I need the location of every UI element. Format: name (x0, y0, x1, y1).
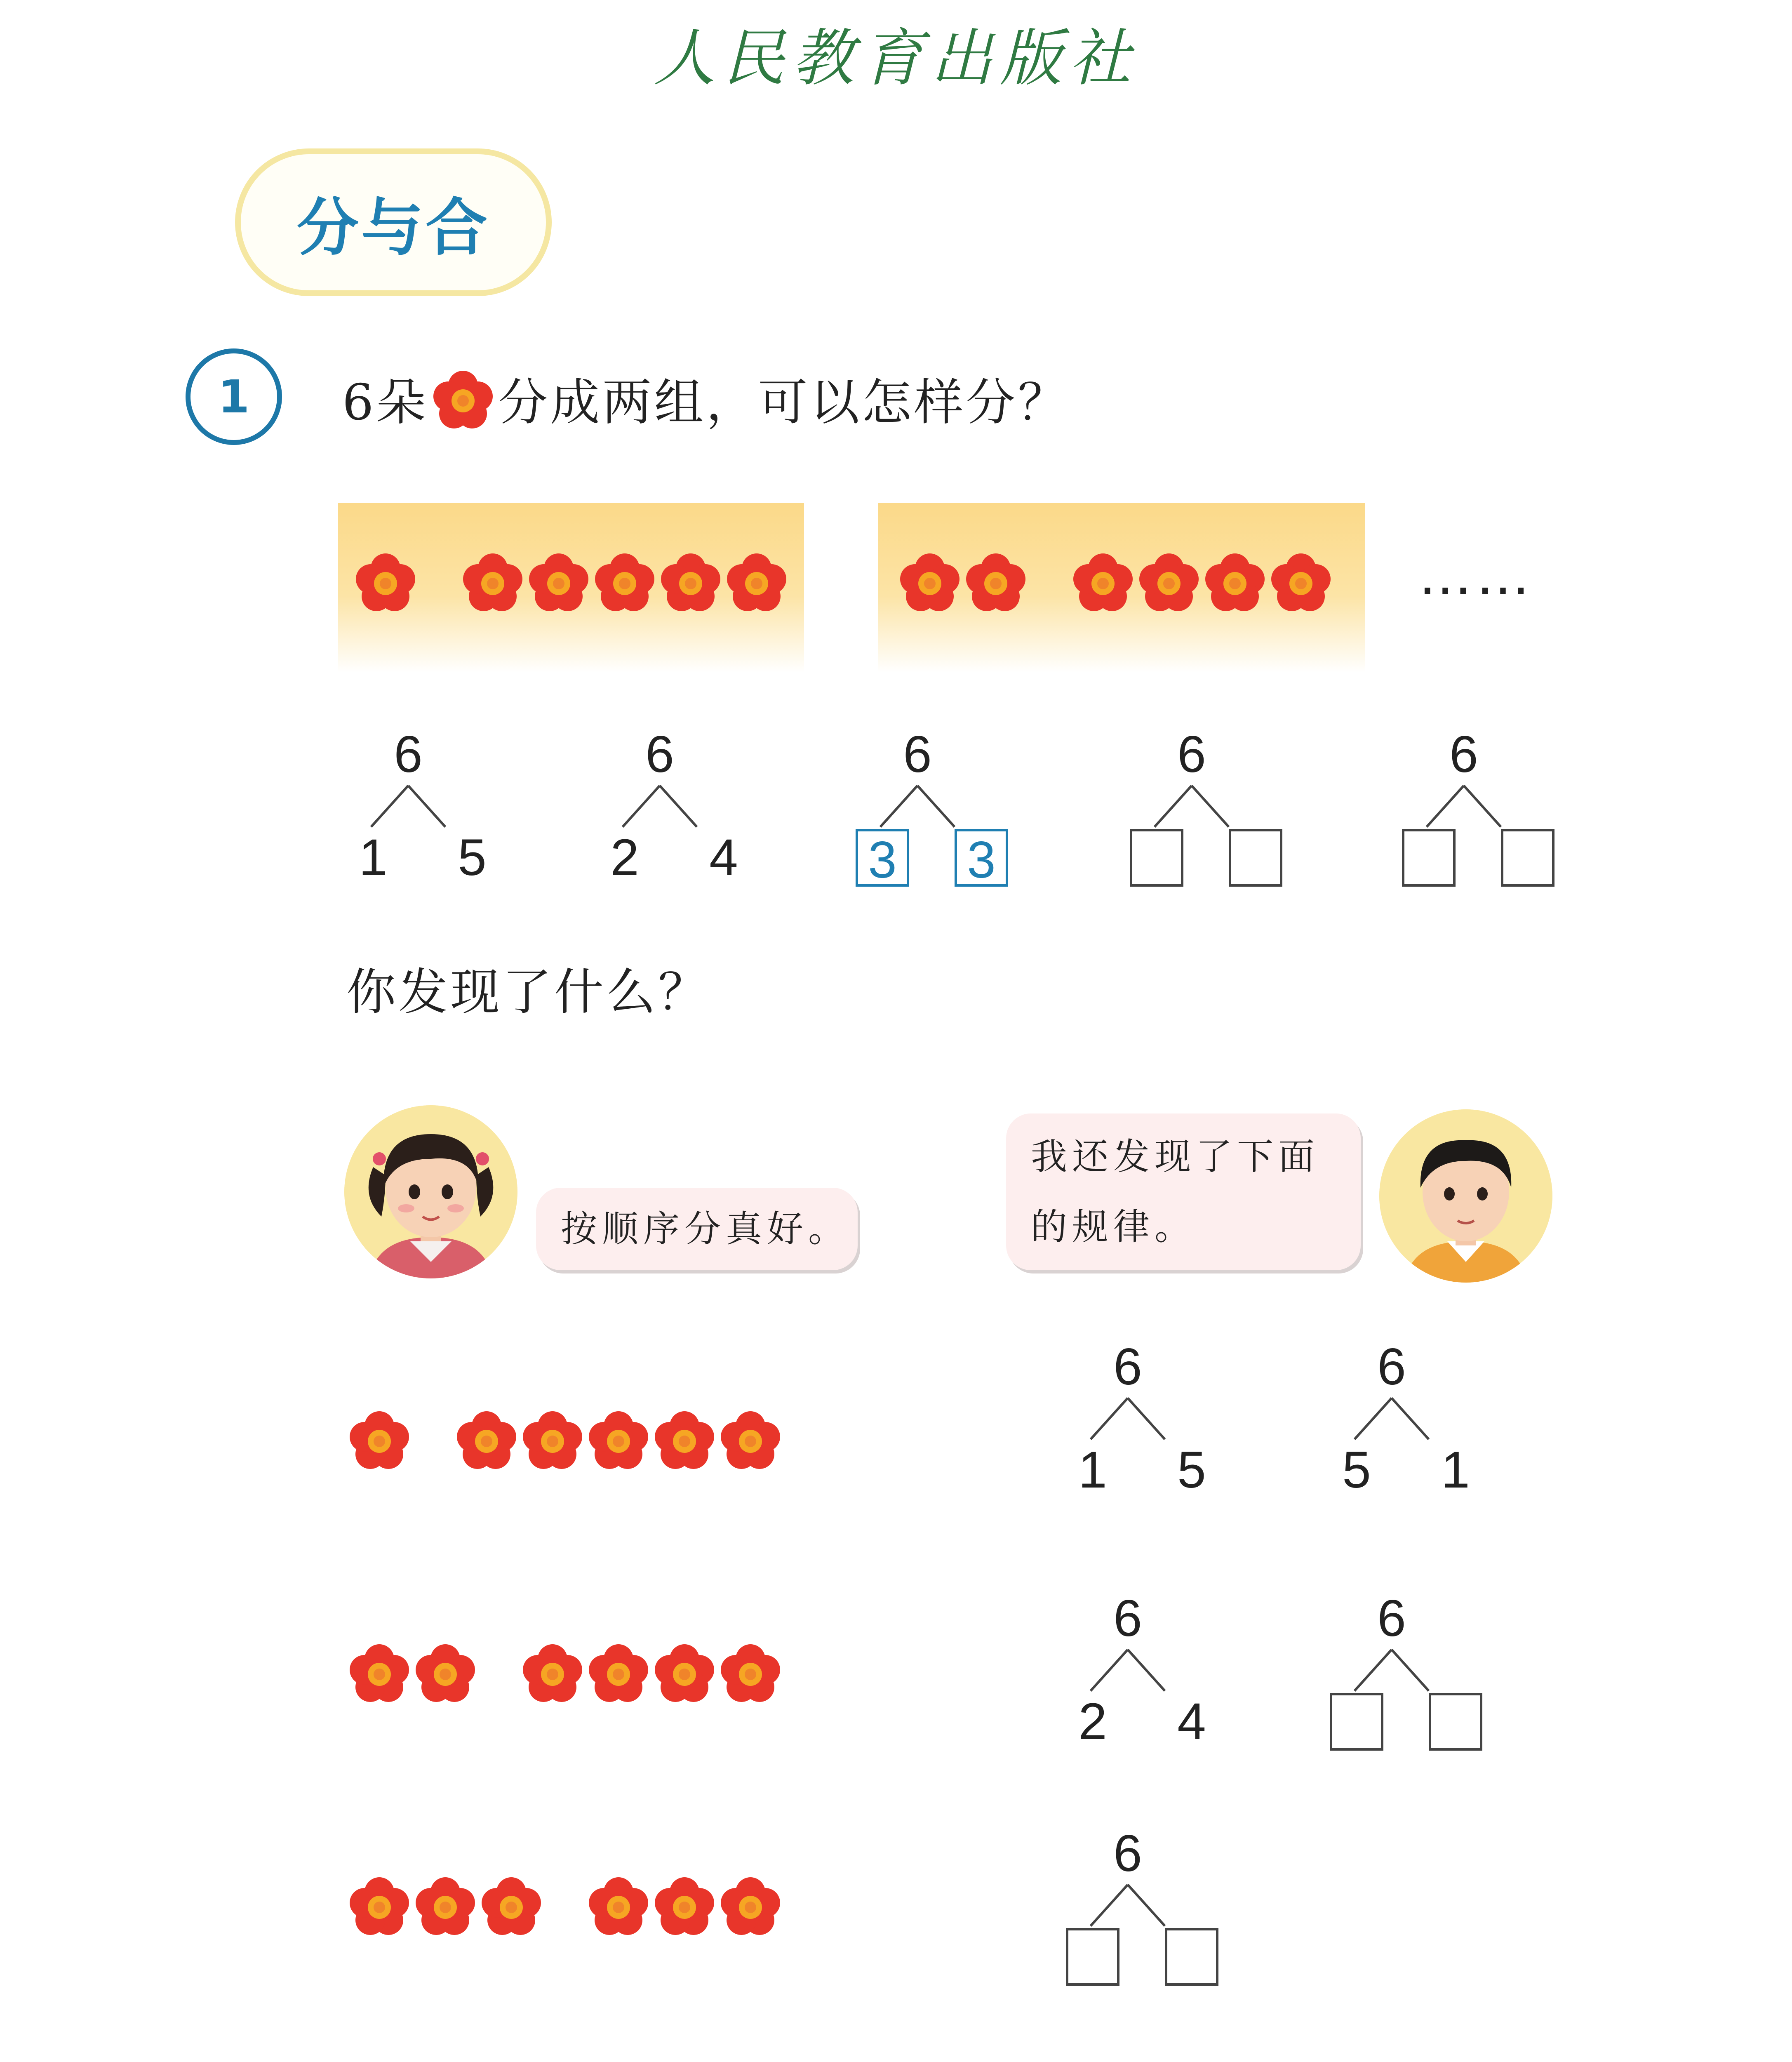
flower (1138, 553, 1200, 614)
tree-total: 6 (1449, 726, 1478, 783)
tree-total: 6 (645, 726, 674, 783)
tree-branches (573, 781, 746, 835)
tree-part-right: 5 (458, 829, 487, 886)
tree-part-left: 2 (1078, 1693, 1107, 1750)
tree-answer-box-left[interactable] (1130, 829, 1183, 887)
publisher-header: 人民教育出版社 (653, 23, 1138, 94)
tree-branches (1105, 781, 1278, 835)
tree-total: 6 (394, 726, 423, 783)
tree-branches (1305, 1645, 1478, 1699)
tree-part-right: 1 (1441, 1441, 1470, 1499)
girl-avatar (344, 1105, 517, 1278)
number-bond-tree (1041, 1590, 1214, 1763)
tree-part-left: 5 (1342, 1441, 1371, 1499)
flower (414, 1876, 476, 1938)
question-text (342, 363, 1070, 434)
tree-answer-box-right[interactable] (1429, 1693, 1482, 1751)
flower (588, 1876, 649, 1938)
number-bond-tree (831, 726, 1004, 899)
tree-answer-box-left: 3 (856, 829, 909, 887)
discovery-prompt: 你发现了什么？ (346, 964, 710, 1021)
tree-total: 6 (1113, 1590, 1142, 1647)
flower (1204, 553, 1266, 614)
tree-total: 6 (1177, 726, 1206, 783)
flower (965, 553, 1027, 614)
flower (1072, 553, 1134, 614)
number-bond-tree (1105, 726, 1278, 899)
flower (414, 1643, 476, 1705)
flower (654, 1876, 715, 1938)
tree-branches (1305, 1394, 1478, 1448)
tree-branches (1041, 1645, 1214, 1699)
tree-answer-box-right[interactable] (1165, 1928, 1218, 1986)
flower (456, 1410, 517, 1472)
number-bond-tree (1377, 726, 1550, 899)
tree-total: 6 (903, 726, 932, 783)
tree-part-left: 2 (610, 829, 639, 886)
number-bond-tree (573, 726, 746, 899)
tree-part-left: 1 (359, 829, 388, 886)
flower (594, 553, 656, 614)
tree-answer-box-left[interactable] (1330, 1693, 1383, 1751)
tree-total: 6 (1377, 1338, 1406, 1396)
girl-speech-bubble (536, 1188, 858, 1270)
section-title-pill (235, 148, 552, 296)
flower (480, 1876, 542, 1938)
flower (720, 1410, 781, 1472)
section-title: 分与合 (296, 192, 490, 264)
flower (348, 1643, 410, 1705)
flower (588, 1410, 649, 1472)
tree-branches (1377, 781, 1550, 835)
flower (588, 1643, 649, 1705)
tree-part-right: 4 (1177, 1693, 1206, 1750)
tree-answer-box-right: 3 (955, 829, 1008, 887)
tree-branches (322, 781, 495, 835)
flower (522, 1410, 583, 1472)
flower-icon (432, 370, 494, 432)
tree-branches (1041, 1881, 1214, 1934)
girl-speech-text: 按顺序分真好。 (561, 1208, 850, 1250)
tree-total: 6 (1113, 1338, 1142, 1396)
flower (348, 1410, 410, 1472)
tree-part-right: 4 (709, 829, 738, 886)
tree-total: 6 (1113, 1825, 1142, 1882)
ellipsis: …… (1418, 544, 1534, 607)
number-bond-tree (1305, 1590, 1478, 1763)
flower (348, 1876, 410, 1938)
question-number-badge (186, 348, 282, 445)
flower (654, 1643, 715, 1705)
tree-total: 6 (1377, 1590, 1406, 1647)
tree-part-left: 1 (1078, 1441, 1107, 1499)
number-bond-tree (322, 726, 495, 899)
flower (462, 553, 524, 614)
flower (660, 553, 722, 614)
flower (720, 1643, 781, 1705)
tree-answer-box-left[interactable] (1066, 1928, 1119, 1986)
tree-answer-box-right[interactable] (1229, 829, 1282, 887)
tree-answer-box-right[interactable] (1501, 829, 1554, 887)
flower (355, 553, 416, 614)
flower (1270, 553, 1332, 614)
flower (528, 553, 590, 614)
boy-speech-bubble (1006, 1113, 1361, 1270)
flower (720, 1876, 781, 1938)
question-text-before: 6朵 (342, 374, 428, 431)
tree-answer-box-left[interactable] (1402, 829, 1456, 887)
flower (726, 553, 788, 614)
tree-branches (831, 781, 1004, 835)
tree-part-right: 5 (1177, 1441, 1206, 1499)
flower (899, 553, 961, 614)
number-bond-tree (1041, 1338, 1214, 1511)
tree-branches (1041, 1394, 1214, 1448)
number-bond-tree (1041, 1825, 1214, 1998)
flower (654, 1410, 715, 1472)
boy-speech-line1: 我还发现了下面 (1031, 1135, 1320, 1178)
number-bond-tree (1305, 1338, 1478, 1511)
question-text-after: 分成两组，可以怎样分？ (498, 374, 1070, 431)
flower (522, 1643, 583, 1705)
question-number: 1 (218, 370, 250, 423)
boy-speech-line2: 的规律。 (1031, 1205, 1196, 1248)
boy-avatar (1379, 1109, 1552, 1283)
